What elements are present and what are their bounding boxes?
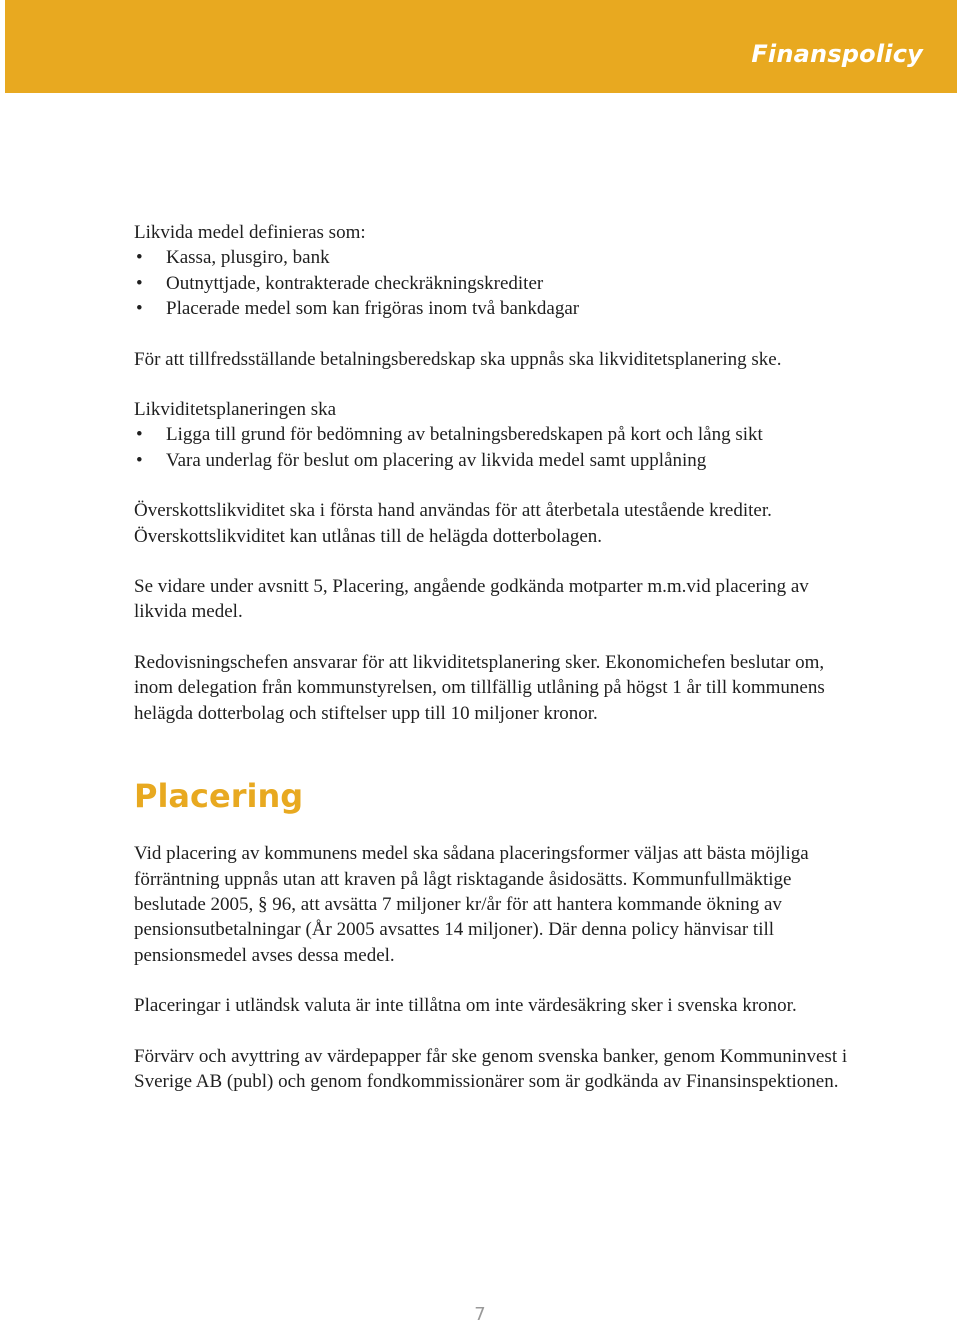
list-item: • Vara underlag för beslut om placering av likvida medel samt upplåning	[134, 448, 854, 473]
section-heading-placering: Placering	[134, 777, 304, 816]
document-title: Finanspolicy	[751, 40, 923, 68]
responsibility-paragraph: Redovisningschefen ansvarar för att likviditetsplanering sker. Ekonomichefen beslutar om, inom delegation från kommunstyrelsen, om tillfällig utlåning på högst 1 år till kommunens helägda dotterbolag och stiftelser upp till 10 miljoner kronor.	[134, 651, 825, 724]
header-band	[5, 0, 957, 93]
page-number: 7	[474, 1304, 486, 1325]
list-item: • Kassa, plusgiro, bank	[134, 245, 854, 270]
list-item: • Placerade medel som kan frigöras inom två bankdagar	[134, 296, 854, 321]
planning-list	[134, 422, 854, 473]
readiness-paragraph: För att tillfredsställande betalningsberedskap ska uppnås ska likviditetsplanering ske.	[134, 348, 782, 370]
liquidity-definition-intro: Likvida medel definieras som:	[134, 222, 366, 243]
placement-paragraph-2: Placeringar i utländsk valuta är inte tillåtna om inte värdesäkring sker i svenska kronor.	[134, 995, 797, 1017]
list-item: • Outnyttjade, kontrakterade checkräkningskrediter	[134, 271, 854, 296]
placement-paragraph-3: Förvärv och avyttring av värdepapper får ske genom svenska banker, genom Kommuninvest i Sverige AB (publ) och genom fondkommissionärer som är godkända av Finansinspektionen.	[134, 1045, 848, 1092]
surplus-paragraph: Överskottslikviditet ska i första hand användas för att återbetala utestående krediter. Överskottslikviditet kan utlånas till de helägda dotterbolagen.	[134, 500, 772, 547]
list-item: • Ligga till grund för bedömning av betalningsberedskapen på kort och lång sikt	[134, 422, 854, 447]
planning-intro: Likviditetsplaneringen ska	[134, 399, 337, 421]
page-content	[134, 220, 854, 1119]
placement-paragraph-1: Vid placering av kommunens medel ska sådana placeringsformer väljas att bästa möjliga förräntning uppnås utan att kraven på lågt risktagande åsidosätts. Kommunfullmäktige beslutade 2005, § 96, att avsätta 7 miljoner kr/år för att hantera kommande ökning av pensionsutbetalningar (År 2005 avsattes 14 miljoner). Där denna policy hänvisar till pensionsmedel avses dessa medel.	[134, 843, 809, 966]
reference-paragraph: Se vidare under avsnitt 5, Placering, angående godkända motparter m.m.vid placering av likvida medel.	[134, 576, 809, 623]
liquidity-definition-list	[134, 245, 854, 321]
